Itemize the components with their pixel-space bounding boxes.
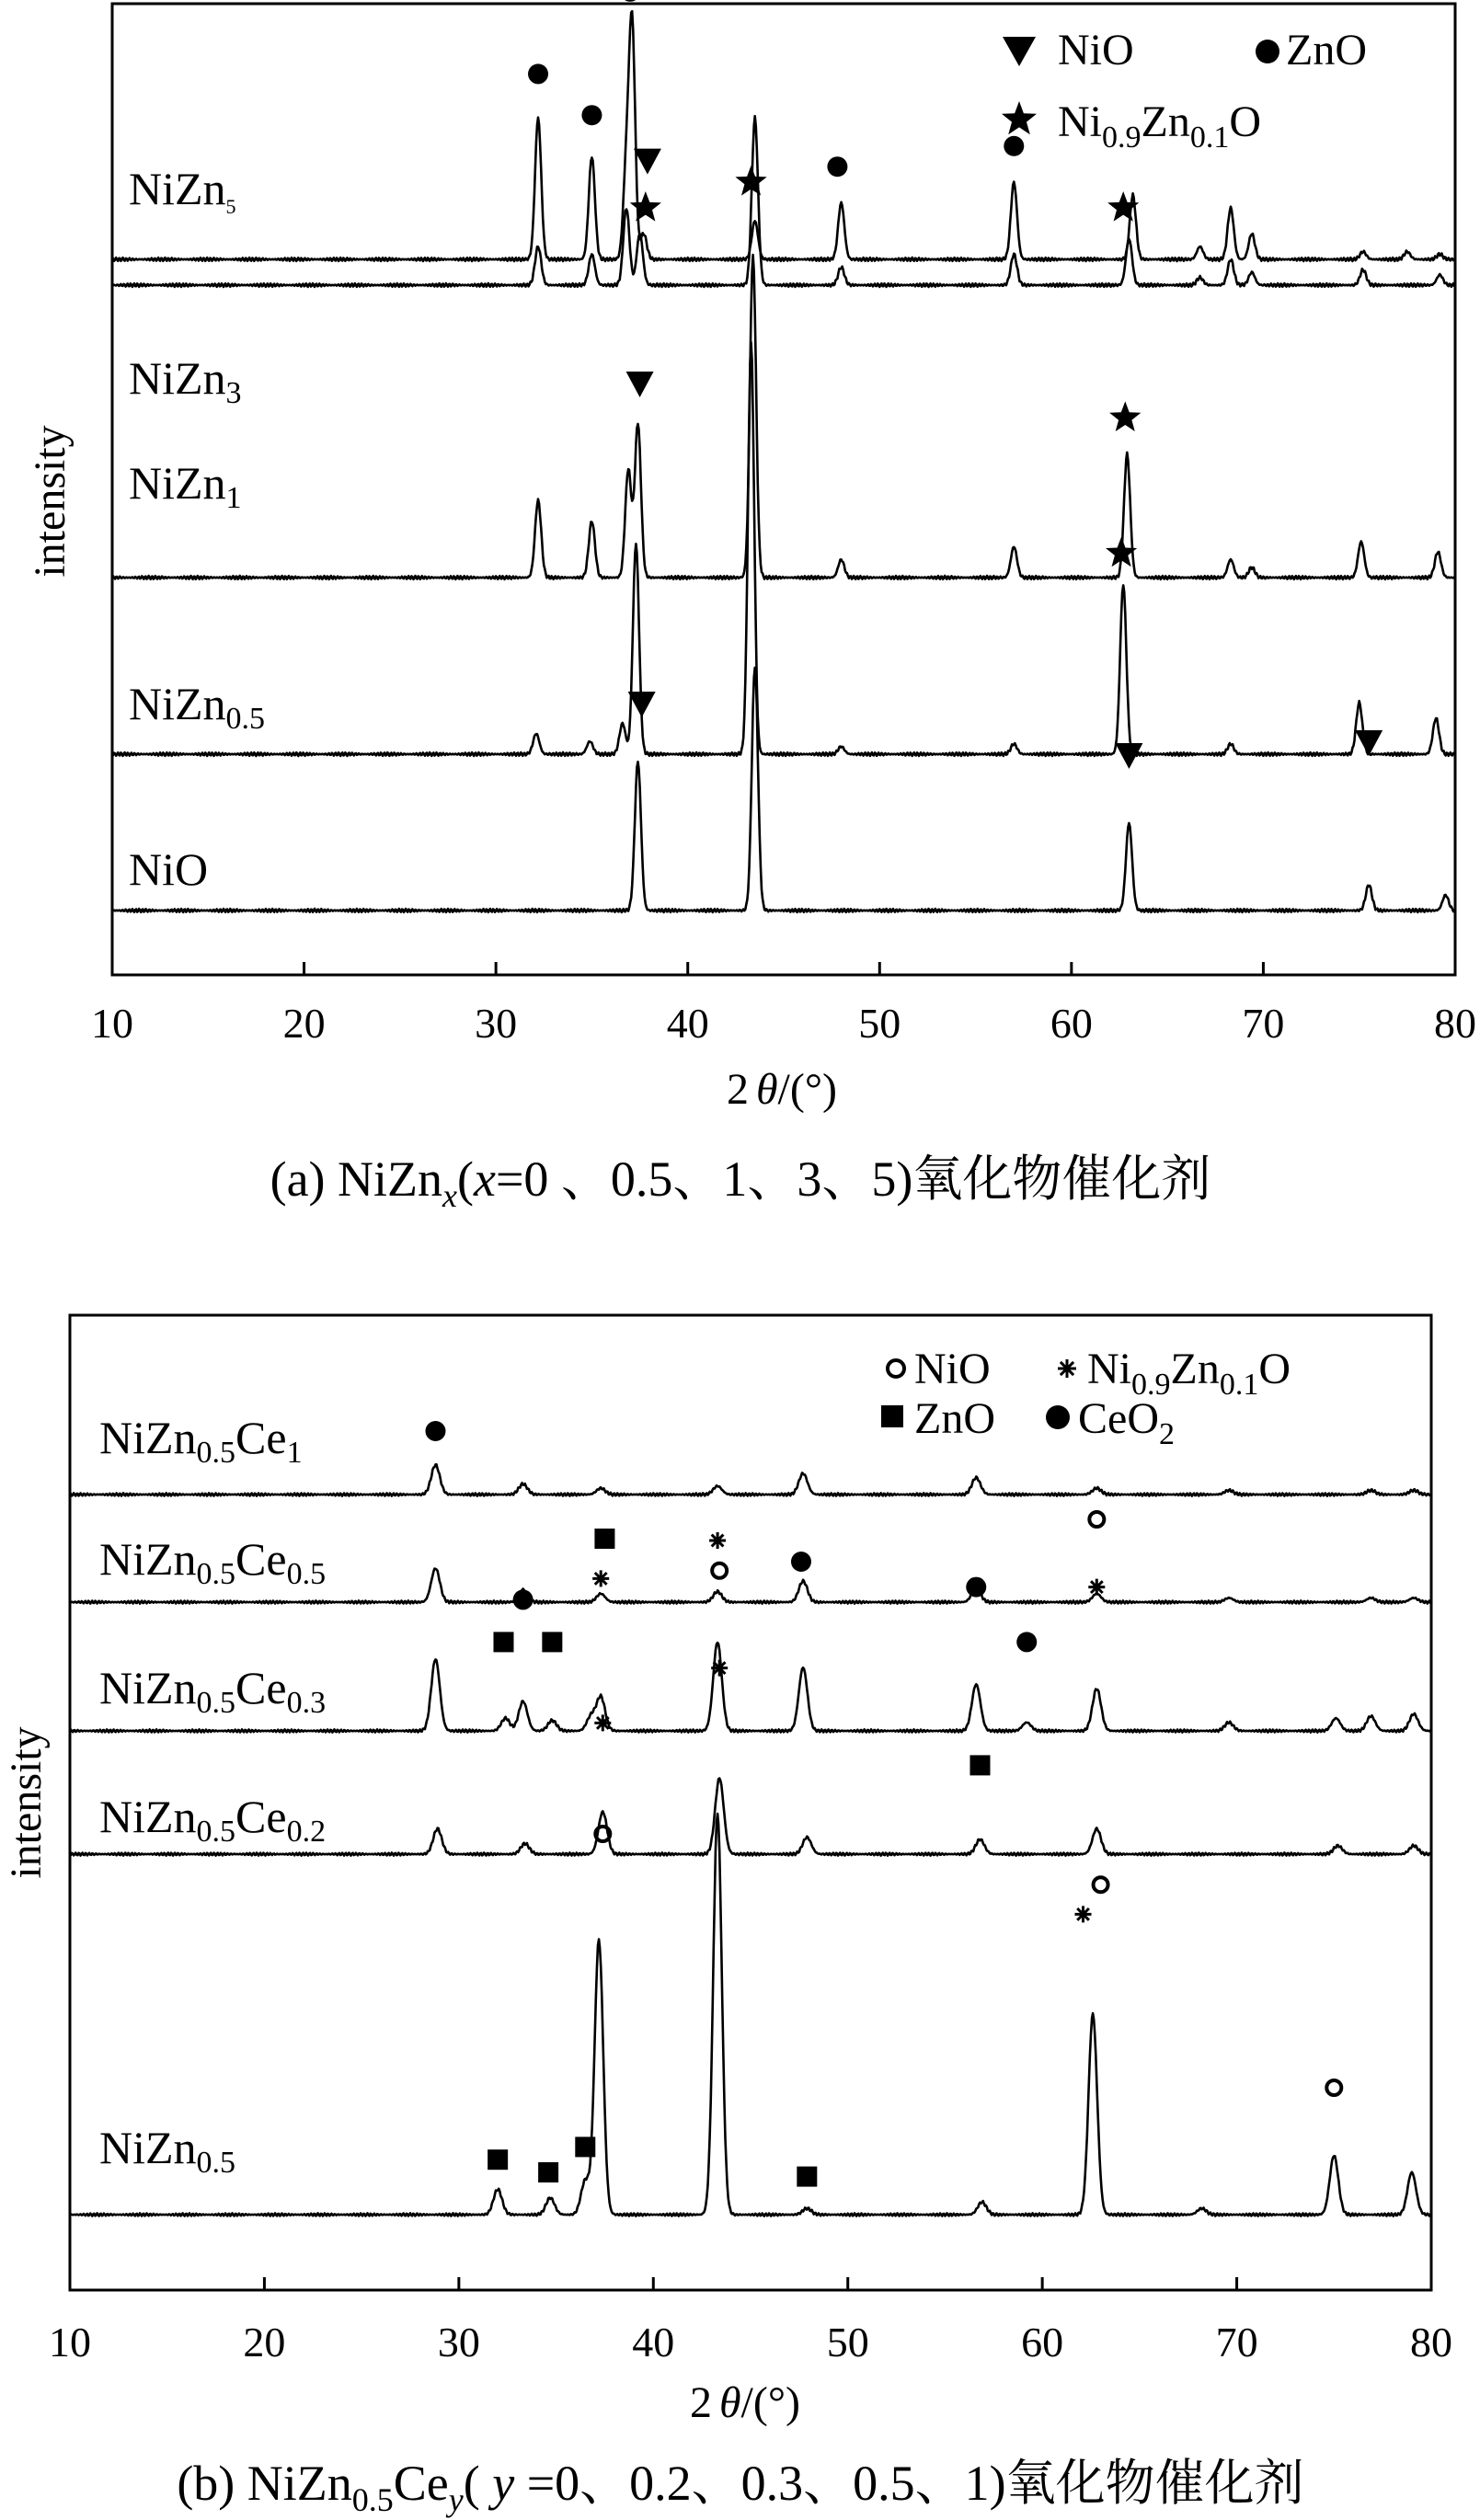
triangle-marker xyxy=(628,692,656,717)
x-tick-label: 50 xyxy=(858,1000,901,1047)
asterisk-marker xyxy=(1088,1579,1105,1596)
circle-marker xyxy=(425,1421,445,1441)
series-line-b-4 xyxy=(70,1814,1431,2216)
series-label-nizn05ce1: $NiZn_{0.5}Ce_1$ xyxy=(99,1412,303,1470)
x-tick-label: 70 xyxy=(1215,2319,1258,2365)
legend-b xyxy=(881,1345,1291,1451)
legend-circle-icon xyxy=(1256,40,1279,63)
series-traces-a xyxy=(112,11,1455,912)
plot-frame-a xyxy=(112,4,1455,975)
series-label-nizn05ce02: $NiZn_{0.5}Ce_{0.2}$ xyxy=(99,1791,327,1849)
x-tick-label: 30 xyxy=(475,1000,518,1047)
triangle-marker xyxy=(1355,730,1382,756)
series-line-a-2 xyxy=(112,255,1455,579)
series-line-b-0 xyxy=(70,1464,1431,1495)
legend-asterisk-icon xyxy=(1058,1359,1076,1378)
circle-marker xyxy=(1016,1632,1037,1652)
panel-a xyxy=(26,0,1476,1214)
square-marker xyxy=(575,2136,595,2157)
legend-ceo2: CeO$_2$ xyxy=(1078,1394,1175,1451)
ring-marker xyxy=(1089,1512,1104,1527)
x-tick-label: 60 xyxy=(1021,2319,1064,2365)
series-label-nizn05: NiZn$_{0.5}$ xyxy=(129,678,266,736)
circle-marker xyxy=(513,1589,533,1609)
y-axis-label-a: intensity xyxy=(26,425,75,578)
series-label-nizn1: NiZn$_1$ xyxy=(129,457,242,515)
square-marker xyxy=(542,1632,562,1652)
caption-a: (a) NiZn$_x$(x=0 、0.5、1、3、5)氧化物催化剂 xyxy=(270,1150,1211,1214)
x-tick-label: 10 xyxy=(91,1000,133,1047)
x-tick-label: 50 xyxy=(826,2319,869,2365)
x-tick-label: 40 xyxy=(666,1000,709,1047)
series-label-nizn5: NiZn$_5$ xyxy=(129,163,236,218)
legend-nio-b: NiO xyxy=(914,1345,991,1393)
star-marker xyxy=(1109,401,1141,431)
panel-b xyxy=(2,1315,1452,2518)
legend-nio: NiO xyxy=(1058,26,1134,74)
x-tick-label: 10 xyxy=(49,2319,91,2365)
circle-marker xyxy=(791,1552,811,1572)
series-label-nizn05ce03: $NiZn_{0.5}Ce_{0.3}$ xyxy=(99,1662,327,1720)
circle-marker xyxy=(581,105,602,125)
square-marker xyxy=(594,1529,614,1549)
legend-ni09zn01o: $Ni_{0.9}Zn_{0.1}O$ xyxy=(1058,97,1261,155)
x-tick-label: 40 xyxy=(632,2319,675,2365)
x-tick-label: 20 xyxy=(282,1000,326,1047)
series-line-a-3 xyxy=(112,342,1455,756)
x-tick-label: 80 xyxy=(1410,2319,1452,2365)
triangle-marker xyxy=(626,372,654,397)
series-label-nio: NiO xyxy=(129,843,209,895)
circle-marker xyxy=(620,0,640,2)
x-axis-label-b: 2 θ/(°) xyxy=(689,2378,801,2427)
square-marker xyxy=(488,2149,508,2170)
caption-b: (b) $NiZn_{0.5}Ce_y$( y =0、0.2、0.3、0.5、1)氧化物催化剂 xyxy=(177,2454,1304,2518)
circle-marker xyxy=(1004,136,1024,156)
series-line-a-4 xyxy=(112,668,1455,912)
ring-marker xyxy=(712,1564,727,1578)
legend-circle-icon-b xyxy=(1046,1405,1070,1429)
phase-markers-b xyxy=(425,1421,1341,2187)
circle-marker xyxy=(827,156,847,177)
legend-a xyxy=(1002,26,1367,155)
asterisk-marker xyxy=(709,1532,726,1549)
star-marker xyxy=(630,191,661,222)
x-tick-label: 30 xyxy=(437,2319,480,2365)
square-marker xyxy=(493,1632,513,1652)
asterisk-marker xyxy=(592,1570,609,1586)
series-label-nizn3: NiZn$_3$ xyxy=(129,352,242,410)
asterisk-marker xyxy=(594,1714,611,1731)
x-tick-label: 70 xyxy=(1242,1000,1285,1047)
x-axis-label-a: 2 θ/(°) xyxy=(726,1065,838,1114)
x-tick-label: 20 xyxy=(243,2319,286,2365)
legend-star-icon xyxy=(1002,101,1037,134)
circle-marker xyxy=(528,63,548,84)
legend-zno-b: ZnO xyxy=(914,1394,995,1443)
x-tick-label: 80 xyxy=(1434,1000,1476,1047)
asterisk-marker xyxy=(1075,1906,1092,1922)
y-axis-label-b: intensity xyxy=(2,1726,51,1879)
ring-marker xyxy=(1094,1877,1108,1892)
legend-square-icon xyxy=(881,1405,903,1427)
legend-triangle-icon xyxy=(1003,37,1036,66)
legend-zno: ZnO xyxy=(1286,26,1367,74)
asterisk-marker xyxy=(711,1660,728,1677)
legend-ring-icon xyxy=(888,1360,904,1377)
series-label-nizn05: NiZn$_{0.5}$ xyxy=(99,2122,236,2180)
square-marker xyxy=(538,2162,558,2182)
triangle-marker xyxy=(634,149,661,175)
square-marker xyxy=(797,2167,817,2187)
square-marker xyxy=(969,1755,990,1775)
circle-marker xyxy=(966,1577,986,1598)
x-tick-label: 60 xyxy=(1050,1000,1093,1047)
ring-marker xyxy=(1326,2080,1341,2095)
legend-ni09zn01o-b: $Ni_{0.9}Zn_{0.1}O$ xyxy=(1087,1345,1291,1402)
series-label-nizn05ce05: $NiZn_{0.5}Ce_{0.5}$ xyxy=(99,1533,327,1591)
